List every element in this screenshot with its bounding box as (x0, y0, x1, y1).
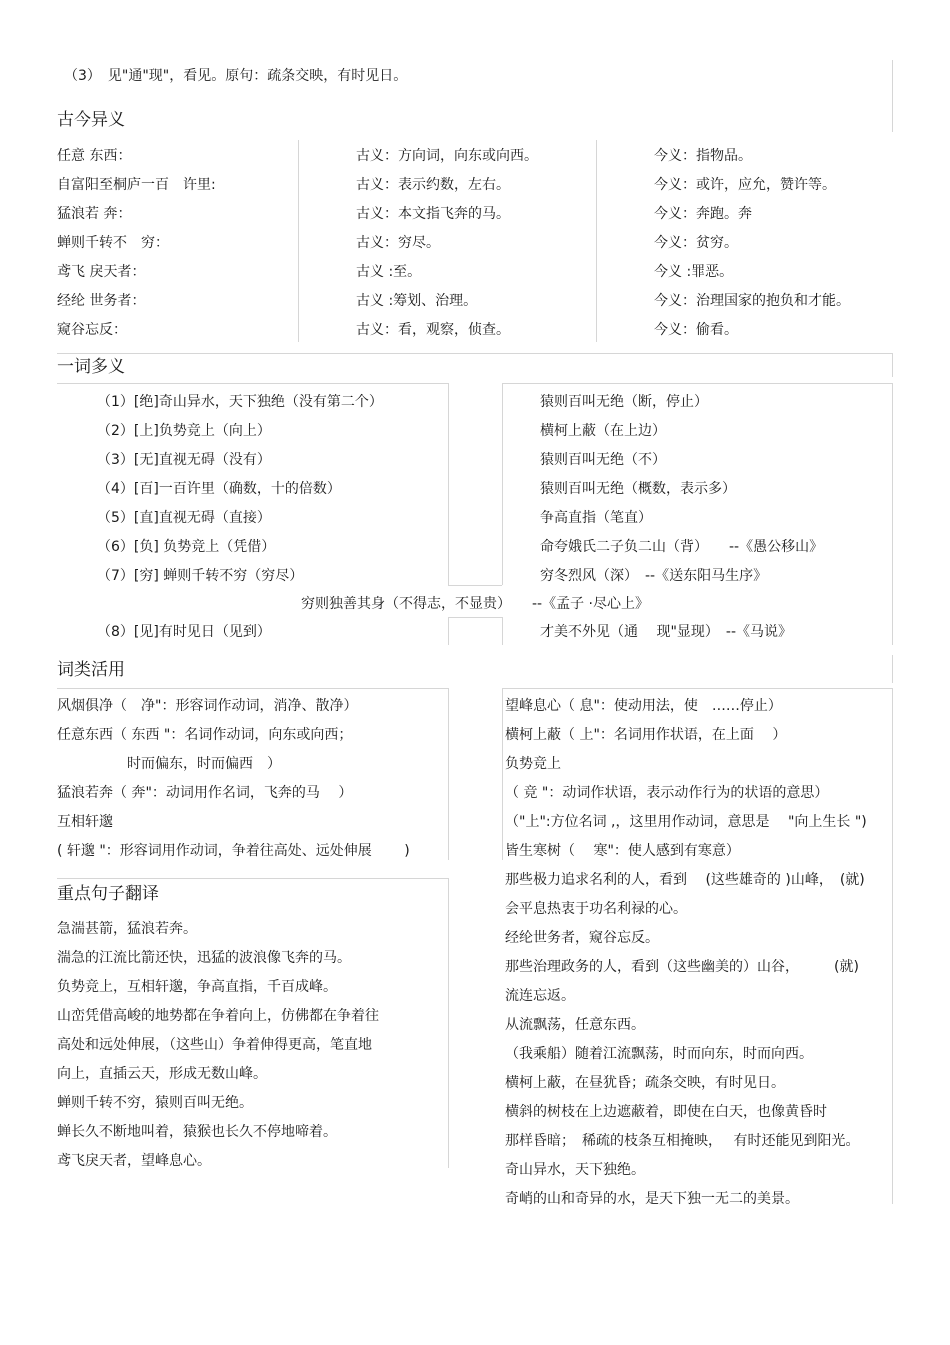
divider (448, 383, 449, 585)
divider (892, 383, 893, 645)
cilei-left-item: 风烟俱净（ 净"：形容词作动词，消净、散净） (57, 698, 358, 714)
divider (57, 353, 893, 354)
fanyi-column (57, 919, 379, 1180)
gujin-jin-meaning: 今义：或许，应允，赞许等。 (654, 177, 836, 193)
fanyi-line: 负势竞上，互相轩邈，争高直指，千百成峰。 (57, 979, 337, 995)
divider (448, 617, 449, 645)
gujin-gu-meaning: 古义：看，观察，侦查。 (356, 322, 510, 338)
yici-left-item: （5）[直]直视无碍（直接） (97, 510, 271, 526)
fanyi-line: 山峦凭借高峻的地势都在争着向上，仿佛都在争着往 (57, 1008, 379, 1024)
cilei-left-item: 任意东西（ 东西 "：名词作动词，向东或向西； (57, 727, 353, 743)
cilei-right-item: 那样昏暗； 稀疏的枝条互相掩映， 有时还能见到阳光。 (505, 1133, 860, 1149)
yici-right-column (540, 392, 823, 595)
cilei-right-item: 奇峭的山和奇异的水，是天下独一无二的美景。 (505, 1191, 799, 1207)
gujin-jin-meaning: 今义：治理国家的抱负和才能。 (654, 293, 850, 309)
section-title-fanyi: 重点句子翻译 (57, 884, 159, 904)
gujin-jin-meaning: 今义：奔跑。奔 (654, 206, 752, 222)
cilei-right-item: （我乘船）随着江流飘荡，时而向东，时而向西。 (505, 1046, 813, 1062)
yici-left-item: （1）[绝]奇山异水，天下独绝（没有第二个） (97, 394, 383, 410)
yici-left-item: （8）[见]有时见日（见到） (97, 624, 271, 640)
divider (596, 140, 597, 342)
divider (502, 617, 503, 645)
cilei-right-item: 那些治理政务的人，看到（这些幽美的）山谷， (就) (505, 959, 859, 975)
gujin-gu-meaning: 古义 :至。 (356, 264, 422, 280)
cilei-right-item: 经纶世务者，窥谷忘反。 (505, 930, 659, 946)
cilei-right-item: 负势竞上 (505, 756, 561, 772)
cilei-left-item: ( 轩邈 "：形容词用作动词，争着往高处、远处伸展 ) (57, 843, 410, 859)
fanyi-line: 湍急的江流比箭还快，迅猛的波浪像飞奔的马。 (57, 950, 351, 966)
yici-middle-line: 穷则独善其身（不得志，不显贵） --《孟子 ·尽心上》 (301, 596, 650, 612)
fanyi-line: 急湍甚箭，猛浪若奔。 (57, 921, 197, 937)
gujin-word: 鸢飞 戾天者： (57, 264, 146, 280)
top-note-line: （3） 见"通"现"，看见。原句：疏条交映，有时见日。 (64, 68, 408, 84)
divider (892, 655, 893, 683)
cilei-right-item: 那些极力追求名利的人，看到 (这些雄奇的 )山峰， (就) (505, 872, 865, 888)
cilei-right-item: 望峰息心（ 息"：使动用法，使 ……停止） (505, 698, 782, 714)
divider (892, 688, 893, 1204)
divider (57, 383, 449, 384)
yici-left-item: （3）[无]直视无碍（没有） (97, 452, 271, 468)
gujin-jin-meaning: 今义 :罪恶。 (654, 264, 734, 280)
divider (298, 140, 299, 342)
divider (892, 353, 893, 377)
cilei-right-item: 流连忘返。 (505, 988, 575, 1004)
gujin-word: 蝉则千转不 穷： (57, 235, 169, 251)
divider (502, 688, 503, 860)
gujin-gu-meaning: 古义 :筹划、治理。 (356, 293, 478, 309)
cilei-right-item: 奇山异水，天下独绝。 (505, 1162, 645, 1178)
gujin-jin-column (654, 146, 850, 349)
cilei-right-item: （"上":方位名词 ,，这里用作动词，意思是 "向上生长 ") (505, 814, 867, 830)
gujin-word: 任意 东西： (57, 148, 132, 164)
gujin-jin-meaning: 今义：贫穷。 (654, 235, 738, 251)
gujin-word: 自富阳至桐庐一百 许里: (57, 177, 216, 193)
divider (448, 878, 449, 1168)
cilei-right-column (505, 696, 867, 1218)
divider (448, 617, 502, 618)
cilei-right-item: 横斜的树枝在上边遮蔽着，即使在白天，也像黄昏时 (505, 1104, 827, 1120)
gujin-gu-column (356, 146, 538, 349)
divider (448, 688, 449, 860)
yici-left-item: （6）[负] 负势竞上（凭借） (97, 539, 276, 555)
gujin-word: 经纶 世务者： (57, 293, 146, 309)
yici-right-item: 命夸娥氏二子负二山（背） --《愚公移山》 (540, 539, 824, 555)
yici-right-item: 才美不外见（通 现"显现） --《马说》 (540, 624, 792, 640)
section-title-cilei: 词类活用 (57, 660, 125, 680)
divider (502, 688, 893, 689)
yici-right-item: 争高直指（笔直） (540, 510, 652, 526)
gujin-gu-meaning: 古义：穷尽。 (356, 235, 440, 251)
cilei-right-item: （ 竞 "：动词作状语，表示动作行为的状语的意思） (505, 785, 829, 801)
gujin-gu-meaning: 古义：方向词，向东或向西。 (356, 148, 538, 164)
gujin-word: 窥谷忘反： (57, 322, 127, 338)
gujin-word: 猛浪若 奔： (57, 206, 132, 222)
gujin-jin-meaning: 今义：指物品。 (654, 148, 752, 164)
yici-left-item: （7）[穷] 蝉则千转不穷（穷尽） (97, 568, 304, 584)
gujin-word-column (57, 146, 216, 349)
yici-right-item: 猿则百叫无绝（断，停止） (540, 394, 708, 410)
cilei-left-item: 互相轩邈 (57, 814, 113, 830)
gujin-gu-meaning: 古义：表示约数，左右。 (356, 177, 510, 193)
cilei-right-item: 横柯上蔽，在昼犹昏；疏条交映，有时见日。 (505, 1075, 785, 1091)
yici-left-item: （4）[百]一百许里（确数，十的倍数） (97, 481, 341, 497)
gujin-gu-meaning: 古义：本文指飞奔的马。 (356, 206, 510, 222)
divider (502, 383, 893, 384)
yici-right-item: 穷冬烈风（深） --《送东阳马生序》 (540, 568, 768, 584)
yici-right-item: 猿则百叫无绝（不） (540, 452, 666, 468)
fanyi-line: 向上，直插云天，形成无数山峰。 (57, 1066, 267, 1082)
divider (57, 878, 449, 879)
cilei-left-item: 时而偏东，时而偏西 ） (57, 756, 281, 772)
divider (57, 688, 449, 689)
cilei-left-item: 猛浪若奔（ 奔"：动词用作名词，飞奔的马 ） (57, 785, 353, 801)
fanyi-line: 高处和远处伸展，（这些山）争着伸得更高，笔直地 (57, 1037, 372, 1053)
cilei-left-column (57, 696, 410, 870)
divider (448, 585, 502, 586)
cilei-right-item: 皆生寒树（ 寒"：使人感到有寒意） (505, 843, 740, 859)
gujin-jin-meaning: 今义：偷看。 (654, 322, 738, 338)
fanyi-line: 蝉则千转不穷，猿则百叫无绝。 (57, 1095, 253, 1111)
fanyi-line: 蝉长久不断地叫着，猿猴也长久不停地啼着。 (57, 1124, 337, 1140)
cilei-right-item: 横柯上蔽（ 上"：名词用作状语，在上面 ） (505, 727, 787, 743)
fanyi-line: 鸢飞戾天者，望峰息心。 (57, 1153, 211, 1169)
divider (502, 383, 503, 585)
section-title-gujin: 古今异义 (57, 110, 125, 130)
yici-left-column (97, 392, 383, 595)
section-title-yici: 一词多义 (57, 357, 125, 377)
yici-right-item: 猿则百叫无绝（概数，表示多） (540, 481, 736, 497)
divider (892, 60, 893, 132)
cilei-right-item: 从流飘荡，任意东西。 (505, 1017, 645, 1033)
yici-right-item: 横柯上蔽（在上边） (540, 423, 666, 439)
cilei-right-item: 会平息热衷于功名利禄的心。 (505, 901, 687, 917)
yici-left-item: （2）[上]负势竞上（向上） (97, 423, 271, 439)
